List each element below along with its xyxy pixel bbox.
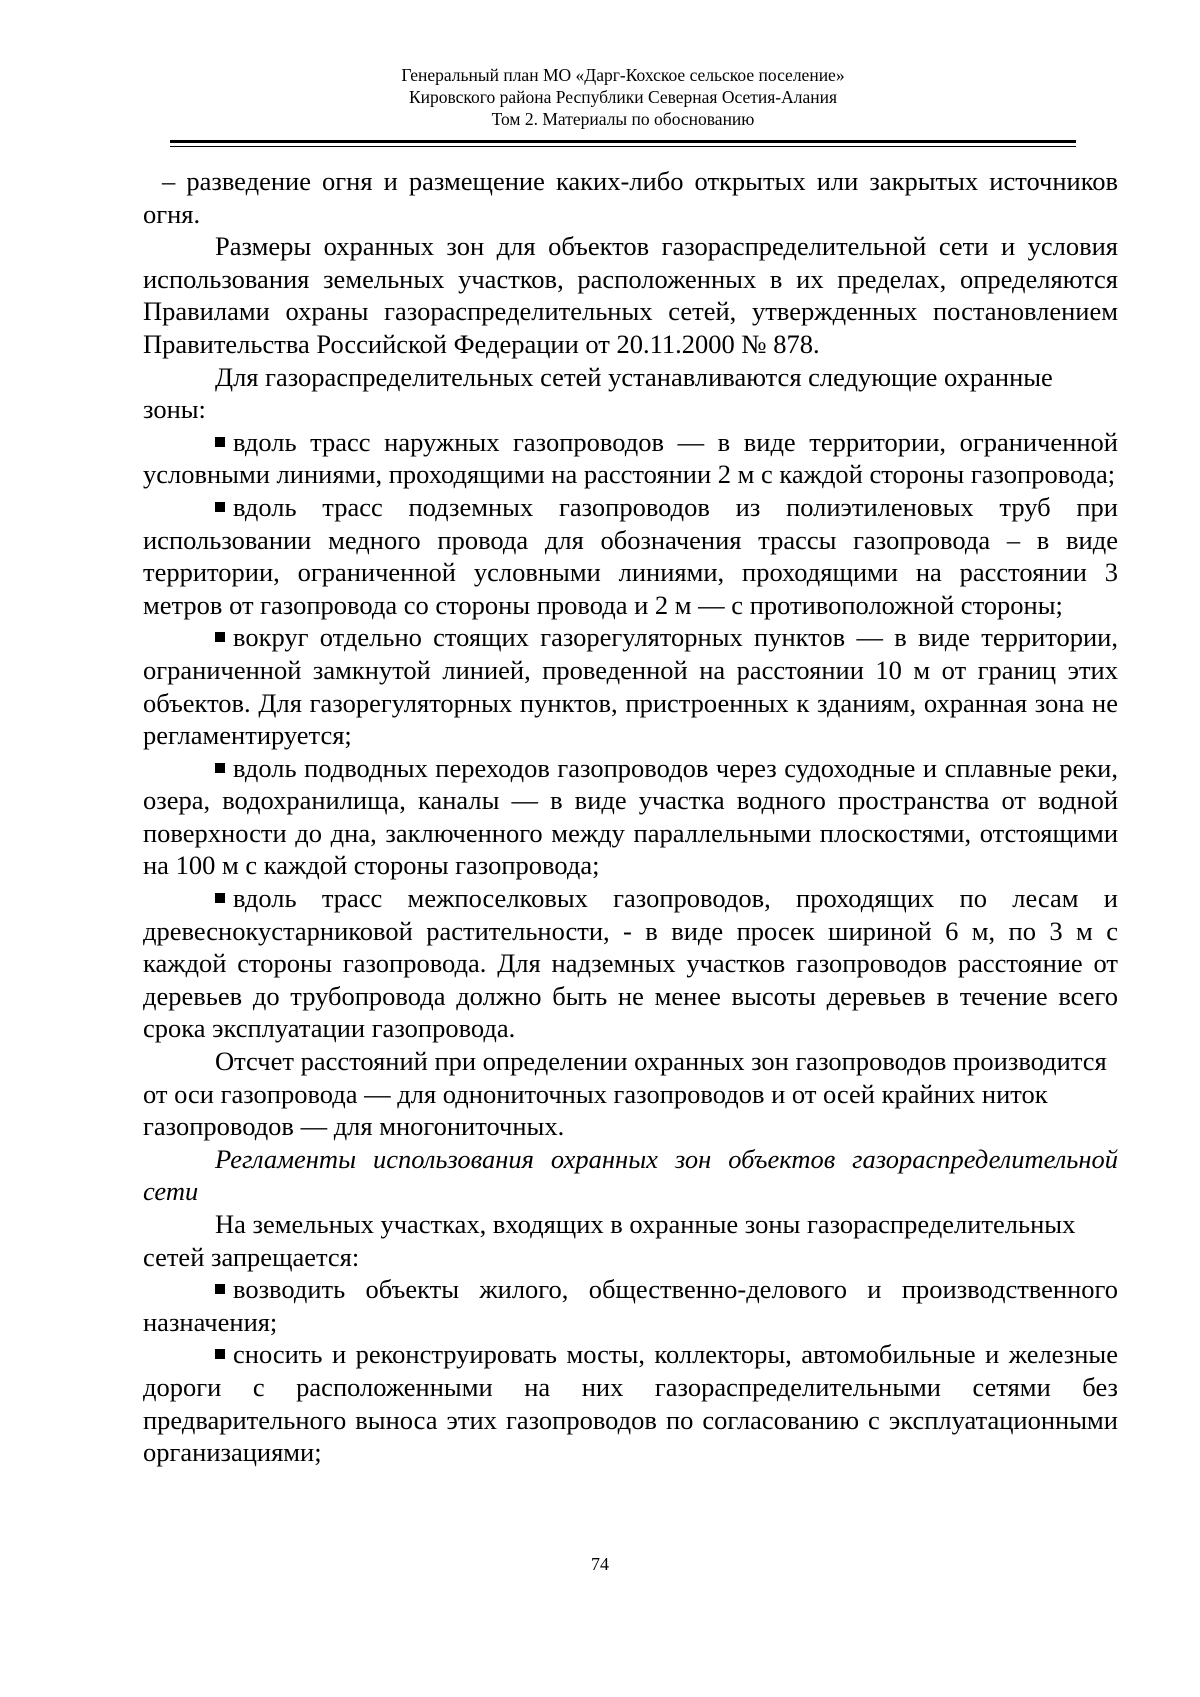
paragraph-text: – разведение огня и размещение каких-либо открытых или закрытых источников огня. [143,166,1118,229]
paragraph-text: Для газораспределительных сетей устанавливаются следующие охранные зоны: [143,361,1053,425]
paragraph-text: Регламенты использования охранных зон объектов газораспределительной сети [143,1143,1118,1207]
header-divider-thin [170,146,1076,147]
bullet-paragraph [143,1338,1118,1468]
paragraph [143,230,1118,360]
header-line-3: Том 2. Материалы по обоснованию [491,109,755,129]
header-divider-thick [170,140,1076,143]
paragraph-text: вдоль трасс подземных газопроводов из полиэтиленовых труб при использовании медного провода для обозначения трассы газопровода – в виде территории, ограниченной условными линиями, проходящими на расстоянии 3 метров от газопровода со стороны провода и 2 м — с противоположной стороны; [143,491,1118,620]
paragraph [143,1143,1118,1208]
paragraph [143,1208,1118,1273]
bullet-paragraph [143,882,1118,1045]
square-bullet-icon [215,502,225,512]
paragraph [143,361,1118,426]
page-header [170,64,1076,130]
paragraph-text: Отсчет расстояний при определении охранных зон газопроводов производится от оси газопровода — для однониточных газопроводов и от осей крайних ниток газопроводов — для многониточных. [143,1046,1107,1142]
paragraph [143,165,1118,230]
square-bullet-icon [215,1284,225,1294]
bullet-paragraph [143,426,1118,491]
paragraph-text: На земельных участках, входящих в охранные зоны газораспределительных сетей запрещается: [143,1209,1076,1272]
paragraph-text: вокруг отдельно стоящих газорегуляторных пунктов — в виде территории, ограниченной замкнутой линией, проведенной на расстоянии 10 м от границ этих объектов. Для газорегуляторных пунктов, пристроенных к зданиям, охранная зона не регламентируется; [143,622,1118,751]
paragraph-text: возводить объекты жилого, общественно-делового и производственного назначения; [143,1274,1118,1337]
paragraph-text: вдоль трасс межпоселковых газопроводов, проходящих по лесам и древеснокустарниковой растительности, - в виде просек шириной 6 м, по 3 м с каждой стороны газопровода. Для надземных участков газопроводов расстояние от деревьев до трубопровода должно быть не менее высоты деревьев в течение всего срока эксплуатации газопровода. [143,883,1118,1044]
bullet-paragraph [143,621,1118,751]
body-text [143,165,1118,1469]
header-line-2: Кировского района Республики Северная Осетия-Алания [408,87,838,107]
paragraph-text: сносить и реконструировать мосты, коллекторы, автомобильные и железные дороги с расположенными на них газораспределительными сетями без предварительного выноса этих газопроводов по согласованию с эксплуатационными организациями; [143,1339,1118,1468]
square-bullet-icon [215,437,225,447]
bullet-paragraph [143,1273,1118,1338]
header-line-1: Генеральный план МО «Дарг-Кохское сельское поселение» [401,65,845,85]
paragraph-text: Размеры охранных зон для объектов газораспределительной сети и условия использования земельных участков, расположенных в их пределах, определяются Правилами охраны газораспределительных сетей, утвержденных постановлением Правительства Российской Федерации от 20.11.2000 № 878. [143,231,1118,359]
square-bullet-icon [215,893,225,903]
bullet-paragraph [143,752,1118,882]
square-bullet-icon [215,763,225,773]
paragraph [143,1045,1118,1143]
paragraph-text: вдоль трасс наружных газопроводов — в виде территории, ограниченной условными линиями, проходящими на расстоянии 2 м с каждой стороны газопровода; [143,426,1118,490]
square-bullet-icon [215,1349,225,1359]
bullet-paragraph [143,491,1118,621]
square-bullet-icon [215,632,225,642]
paragraph-text: вдоль подводных переходов газопроводов через судоходные и сплавные реки, озера, водохранилища, каналы — в виде участка водного пространства от водной поверхности до дна, заключенного между параллельными плоскостями, отстоящими на 100 м с каждой стороны газопровода; [143,752,1118,881]
page-number: 74 [591,1554,609,1574]
